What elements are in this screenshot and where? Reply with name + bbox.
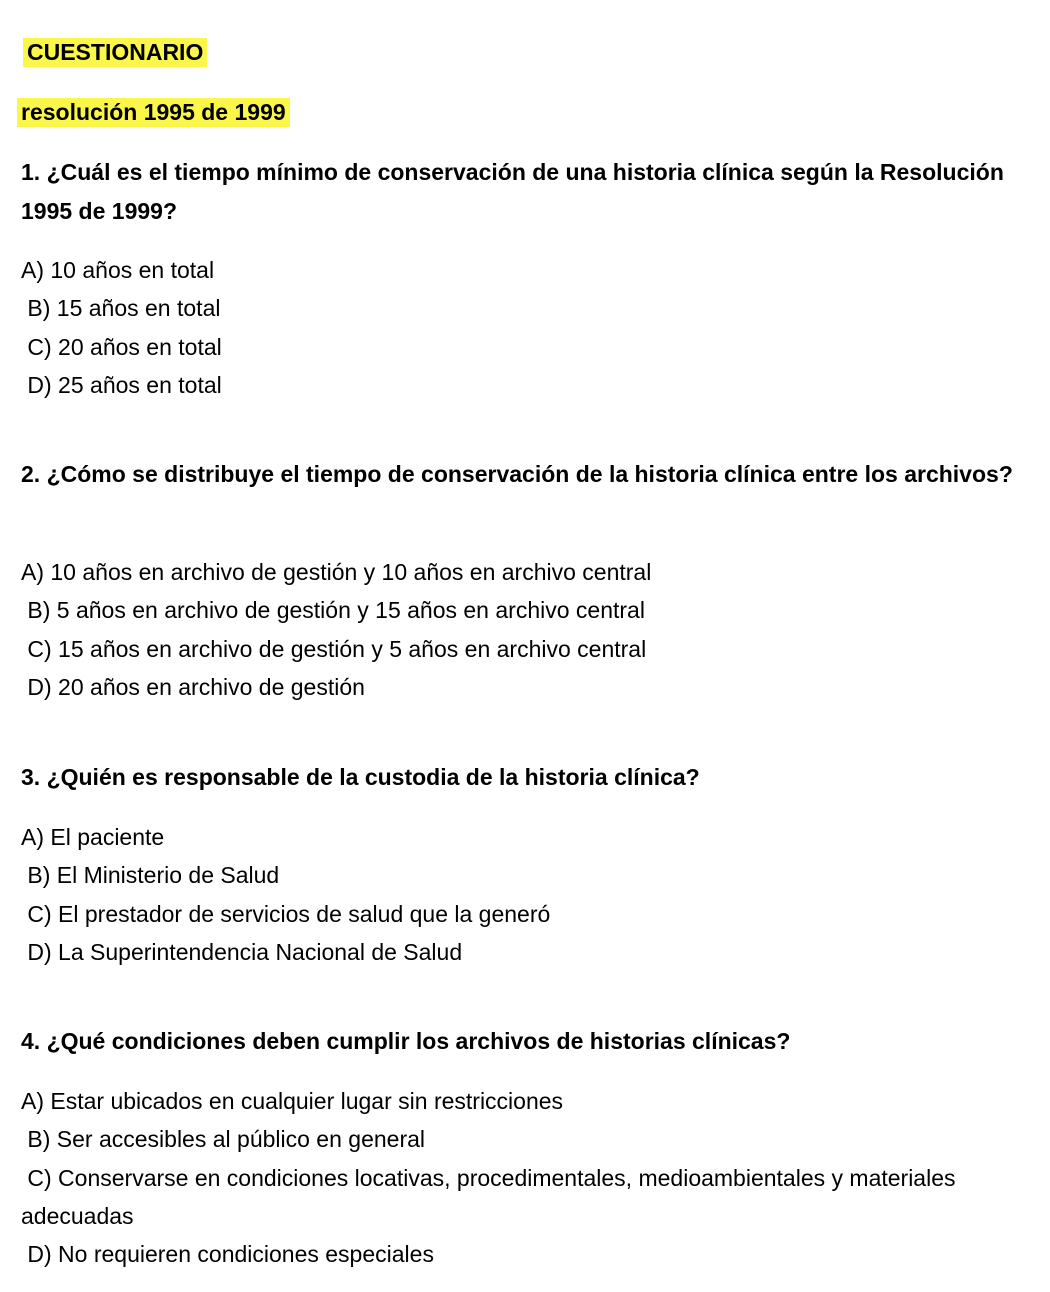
question-3: 3. ¿Quién es responsable de la custodia de la historia clínica?: [21, 764, 700, 790]
option-a: A) 10 años en archivo de gestión y 10 años en archivo central: [21, 559, 652, 585]
option-d: D) 20 años en archivo de gestión: [21, 673, 365, 700]
option-c: C) Conservarse en condiciones locativas, procedimentales, medioambientales y materiales adecuadas: [21, 1164, 962, 1229]
option-c: C) El prestador de servicios de salud que la generó: [21, 900, 551, 927]
option-d: D) La Superintendencia Nacional de Salud: [21, 938, 463, 965]
options-question-2: [21, 553, 1021, 706]
option-a: A) El paciente: [21, 824, 165, 850]
option-b: B) Ser accesibles al público en general: [21, 1126, 426, 1153]
options-question-3: [21, 818, 1021, 971]
document-title: CUESTIONARIO: [23, 38, 207, 67]
options-question-4: [21, 1082, 1021, 1273]
option-b: B) 5 años en archivo de gestión y 15 años en archivo central: [21, 597, 645, 624]
option-b: B) 15 años en total: [21, 295, 221, 322]
question-1: 1. ¿Cuál es el tiempo mínimo de conservación de una historia clínica según la Resolución 1995 de 1999?: [21, 159, 1004, 224]
option-d: D) No requieren condiciones especiales: [21, 1241, 434, 1268]
option-c: C) 20 años en total: [21, 333, 222, 360]
option-c: C) 15 años en archivo de gestión y 5 años en archivo central: [21, 635, 647, 662]
question-4: 4. ¿Qué condiciones deben cumplir los archivos de historias clínicas?: [21, 1028, 791, 1054]
option-a: A) Estar ubicados en cualquier lugar sin restricciones: [21, 1088, 564, 1114]
option-a: A) 10 años en total: [21, 257, 215, 283]
question-2: 2. ¿Cómo se distribuye el tiempo de conservación de la historia clínica entre los archivos?: [21, 461, 1013, 487]
document-subtitle: resolución 1995 de 1999: [17, 98, 290, 127]
options-question-1: [21, 251, 1021, 404]
option-b: B) El Ministerio de Salud: [21, 862, 280, 889]
option-d: D) 25 años en total: [21, 371, 222, 398]
